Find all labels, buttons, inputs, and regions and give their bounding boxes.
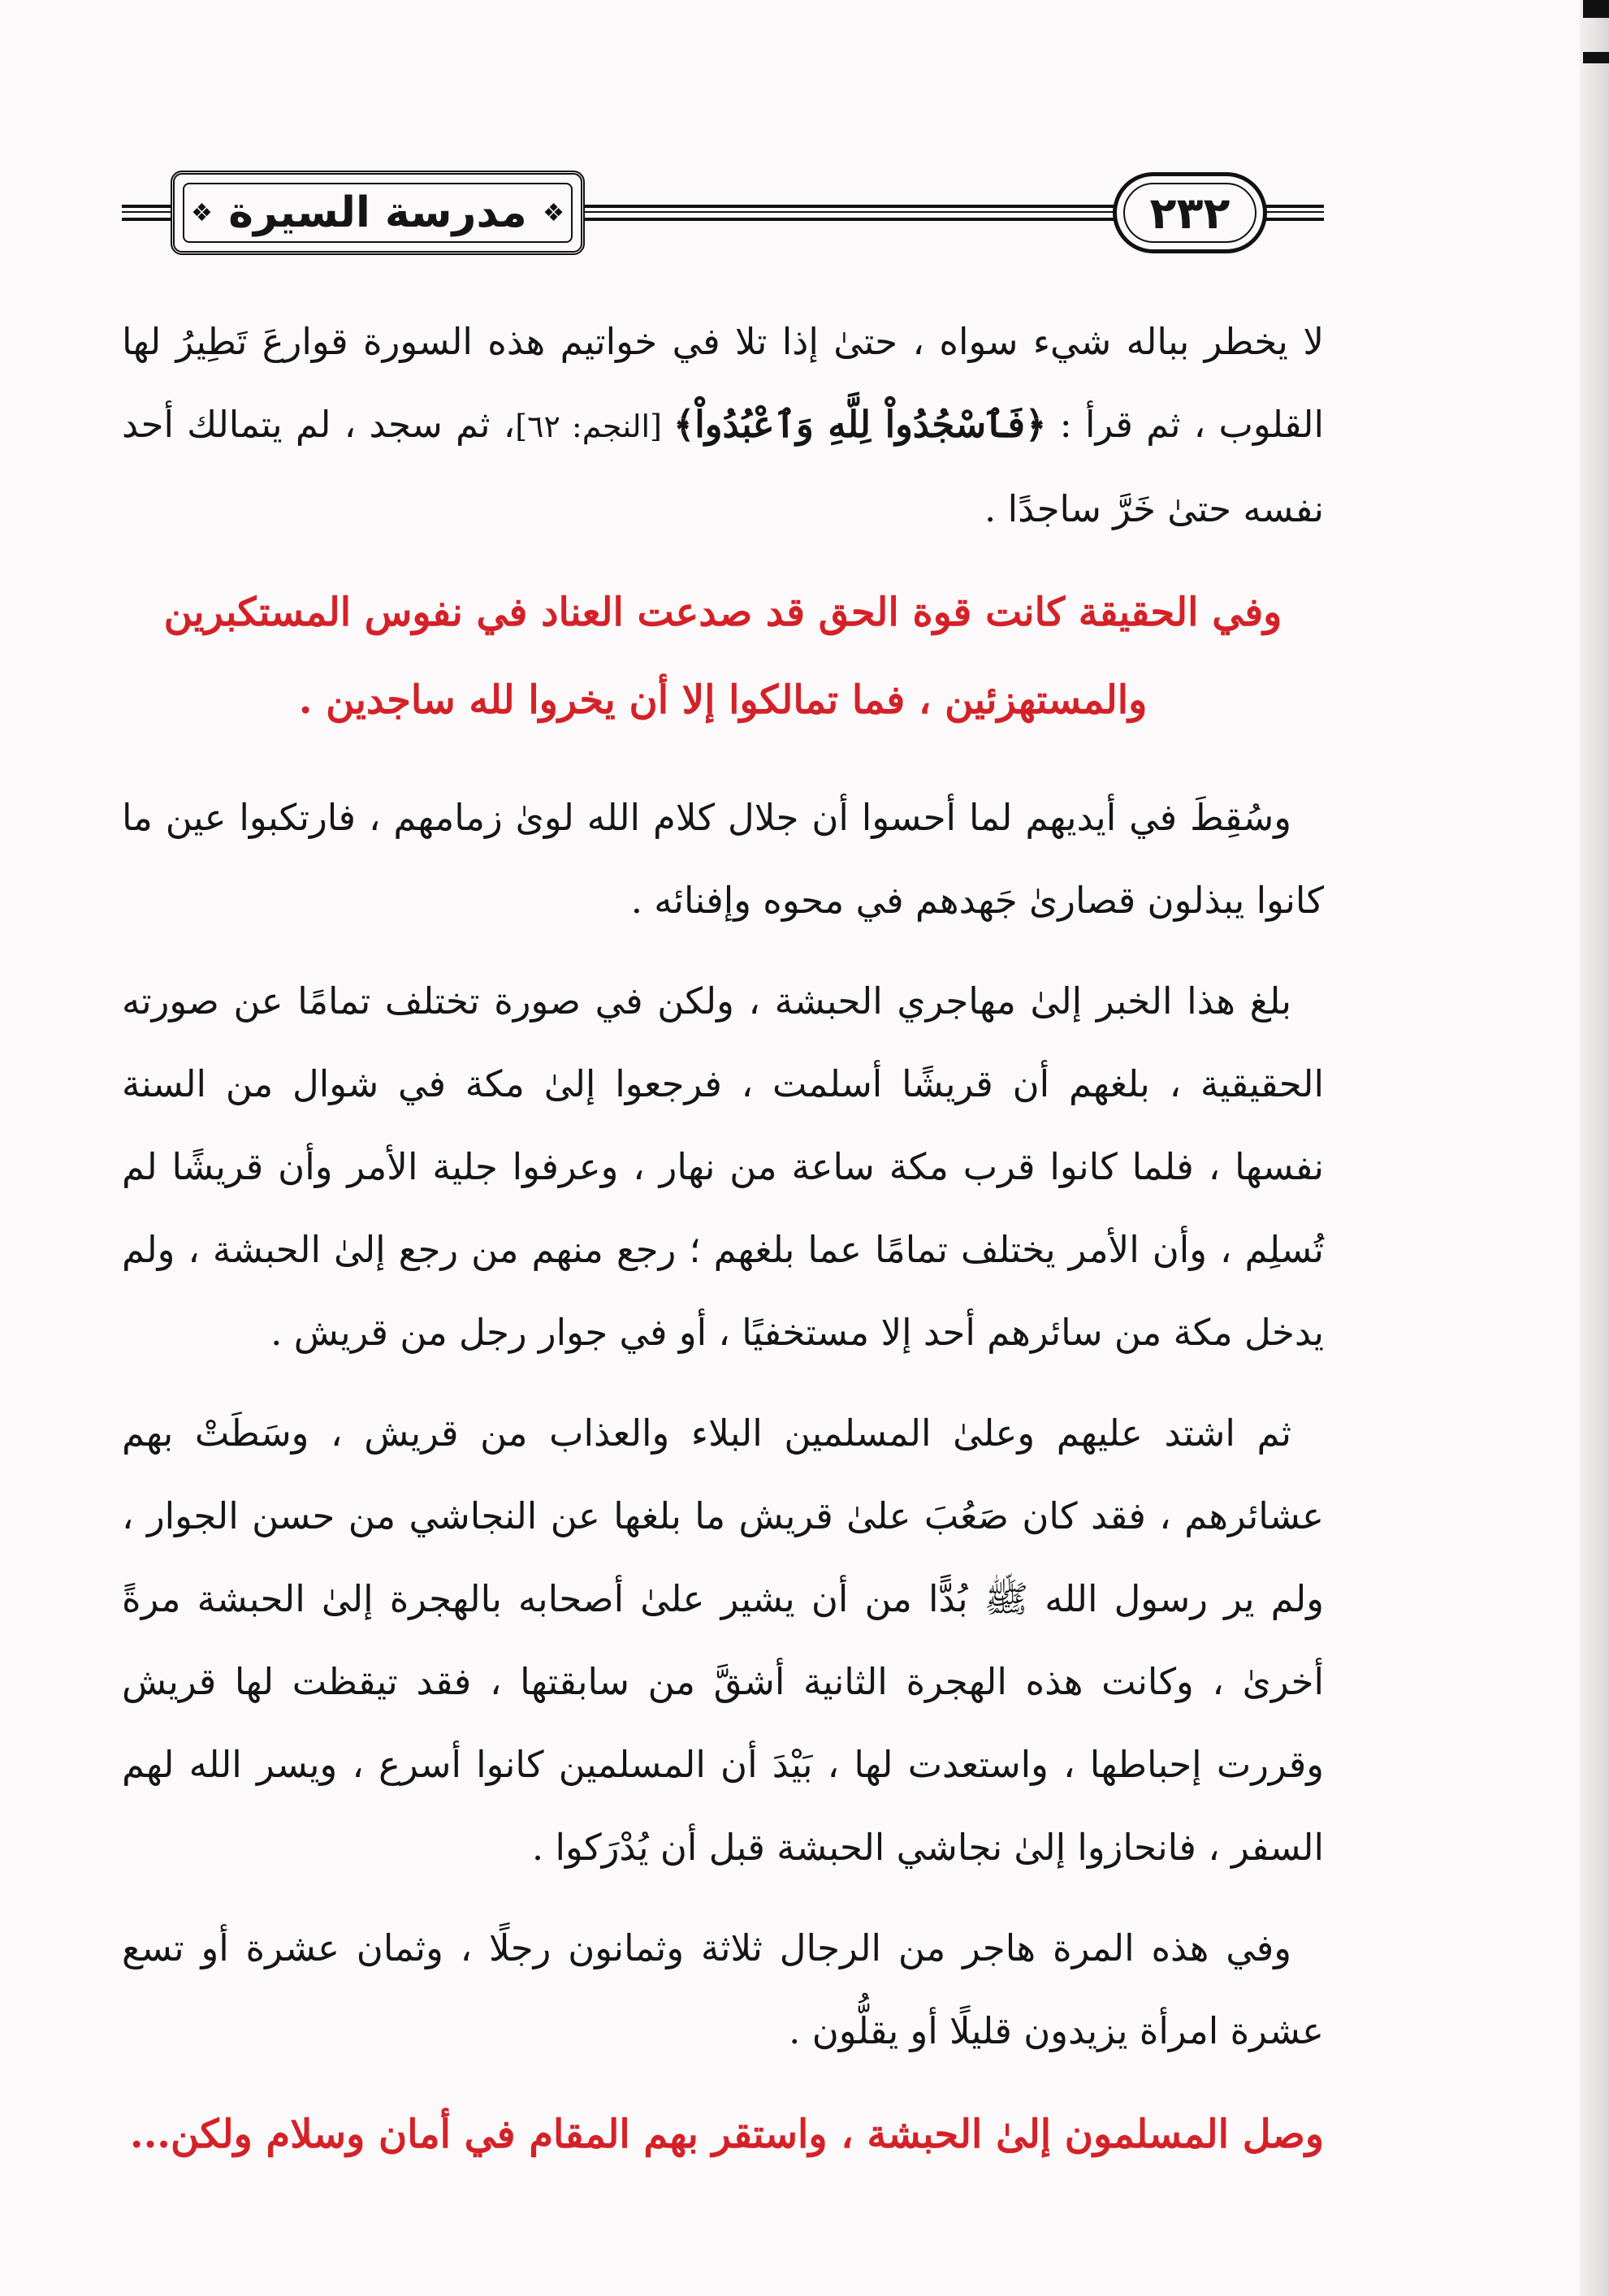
verse-reference: [النجم: ٦٢] [515, 409, 673, 444]
paragraph-text: ، ثم سجد ، لم يتمالك أحد نفسه حتىٰ خَرَّ ساجدًا . [122, 403, 1324, 530]
quran-verse: ﴿فَٱسْجُدُواْ لِلَّهِ وَٱعْبُدُواْ﴾ [673, 403, 1047, 446]
ornament-icon: ❖ [543, 199, 564, 227]
edge-mark [1583, 52, 1609, 63]
paragraph: ثم اشتد عليهم وعلىٰ المسلمين البلاء والعذاب من قريش ، وسَطَتْ بهم عشائرهم ، فقد كان صَعُبَ علىٰ قريش ما بلغها عن النجاشي من حسن الجوار ، ولم ير رسول الله ﷺ بُدًّا من أن يشير علىٰ أصحابه بالهجرة إلىٰ الحبشة مرةً أخرىٰ ، وكانت هذه الهجرة الثانية أشقَّ من سابقتها ، فقد تيقظت لها قريش وقررت إحباطها ، واستعدت لها ، بَيْدَ أن المسلمين كانوا أسرع ، ويسر الله لهم السفر ، فانحازوا إلىٰ نجاشي الحبشة قبل أن يُدْرَكوا . [122, 1412, 1324, 1869]
highlighted-statement: وفي الحقيقة كانت قوة الحق قد صدعت العناد في نفوس المستكبرين والمستهزئين ، فما تمالكوا إلا أن يخروا لله ساجدين . [163, 590, 1282, 723]
paragraph: بلغ هذا الخبر إلىٰ مهاجري الحبشة ، ولكن في صورة تختلف تمامًا عن صورته الحقيقية ، بلغهم أن قريشًا أسلمت ، فرجعوا إلىٰ مكة في شوال من السنة نفسها ، فلما كانوا قرب مكة ساعة من نهار ، وعرفوا جلية الأمر وأن قريشًا لم تُسلِم ، وأن الأمر يختلف تمامًا عما بلغهم ؛ رجع منهم من رجع إلىٰ الحبشة ، ولم يدخل مكة من سائرهم أحد إلا مستخفيًا ، أو في جوار رجل من قريش . [122, 979, 1324, 1354]
page-number: ٢٣٢ [1149, 187, 1231, 239]
paragraph [122, 301, 1324, 551]
page-header [122, 162, 1324, 268]
page-edge [1580, 0, 1609, 2296]
edge-mark [1583, 0, 1609, 18]
ornament-icon: ❖ [191, 199, 213, 227]
running-title: مدرسة السيرة [228, 188, 527, 237]
page-number-badge [1113, 172, 1267, 253]
highlighted-statement: وصل المسلمون إلىٰ الحبشة ، واستقر بهم المقام في أمان وسلام ولكن... [129, 2112, 1324, 2157]
paragraph-text: لا يخطر بباله شيء سواه ، حتىٰ إذا تلا في خواتيم هذه السورة قوارعَ تَطِيرُ لها القلوب ، ثم قرأ : [122, 320, 1324, 446]
paragraph: وسُقِطَ في أيديهم لما أحسوا أن جلال كلام الله لوىٰ زمامهم ، فارتكبوا عين ما كانوا يبذلون قصارىٰ جَهدهم في محوه وإفنائه . [122, 796, 1324, 922]
paragraph: وفي هذه المرة هاجر من الرجال ثلاثة وثمانون رجلًا ، وثمان عشرة أو تسع عشرة امرأة يزيدون قليلًا أو يقلُّون . [122, 1926, 1324, 2052]
page-body [122, 301, 1324, 2211]
running-title-cartouche [171, 171, 585, 255]
